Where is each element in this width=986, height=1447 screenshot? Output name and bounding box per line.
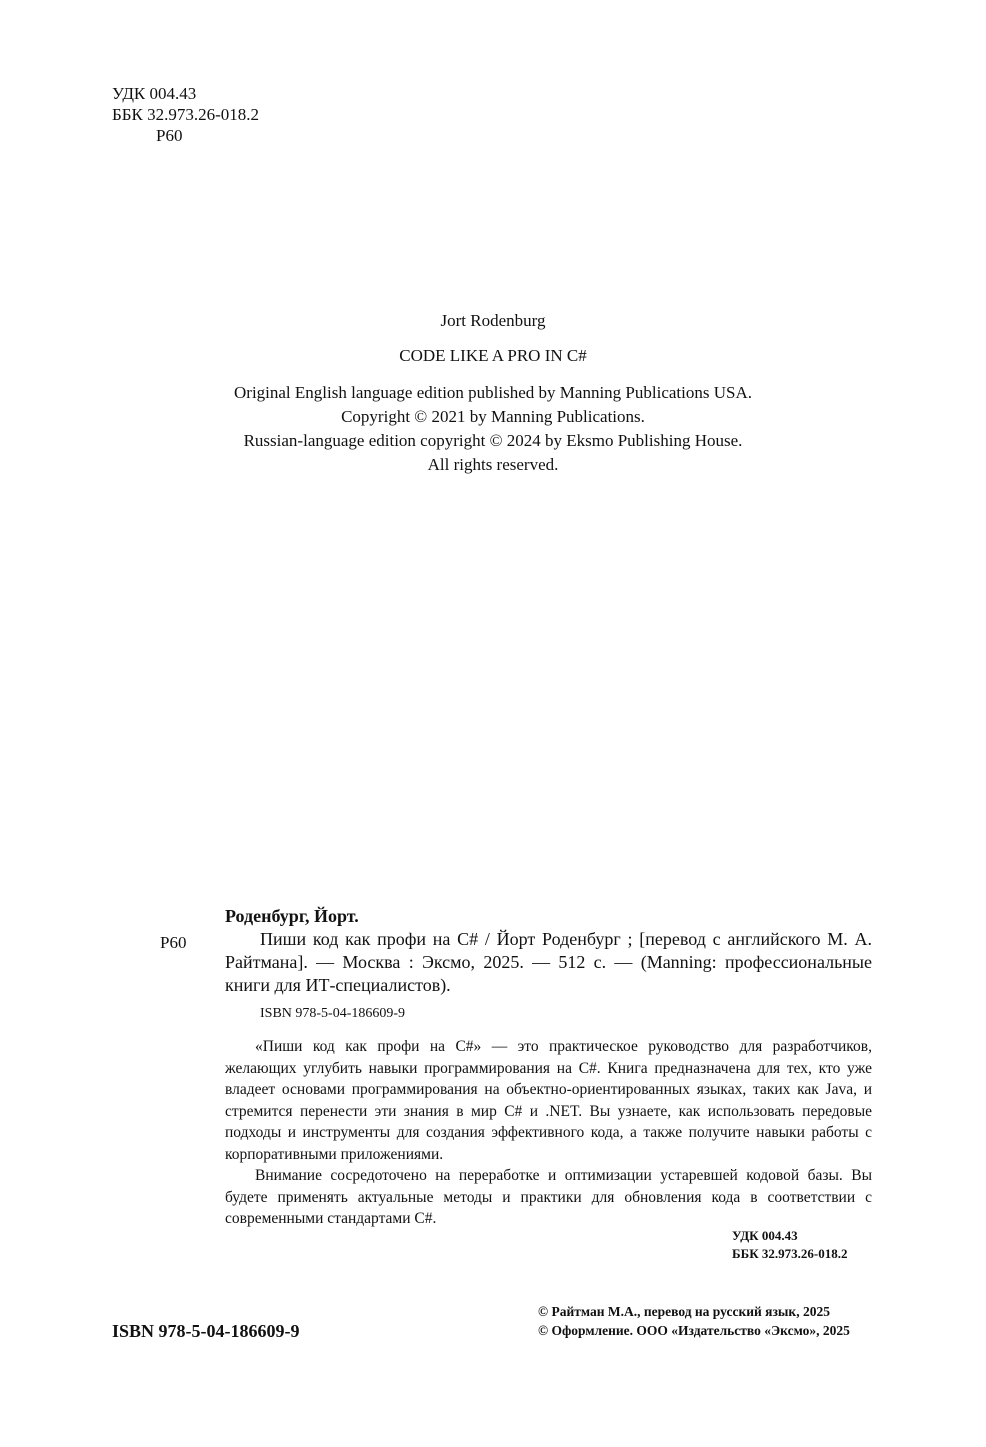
rights-line: Copyright © 2021 by Manning Publications. (341, 407, 645, 426)
catalog-isbn: ISBN 978-5-04-186609-9 (260, 1006, 406, 1021)
author-mark: Р60 (156, 126, 183, 145)
copyright-line: © Оформление. ООО «Издательство «Эксмо», 2025 (538, 1323, 850, 1338)
author-name-en: Jort Rodenburg (440, 311, 546, 330)
catalog-abstract (225, 1036, 872, 1230)
rights-line: Russian-language edition copyright © 2024 by Eksmo Publishing House. (243, 431, 743, 450)
book-title-en: CODE LIKE A PRO IN C# (399, 346, 587, 365)
catalog-bbk: ББК 32.973.26-018.2 (732, 1246, 848, 1261)
classification-block (112, 83, 259, 146)
abstract-paragraph: «Пиши код как профи на C#» — это практическое руководство для разработчиков, желающих углубить навыки программирования на C#. Книга предназначена для тех, кто уже владеет основами программирования на объектно-ориентированных языках, таких как Java, и стремится перенести эти знания в мир C# и .NET. Вы узнаете, как использовать передовые подходы и инструменты для создания эффективного кода, а также получите навыки работы с корпоративными приложениями. (225, 1038, 872, 1163)
catalog-description: Пиши код как профи на C# / Йорт Роденбург ; [перевод с английского М. А. Райтмана]. — Москва : Эксмо, 2025. — 512 с. — (Manning: профессиональные книги для ИТ-специалистов). (225, 929, 872, 995)
rights-line: Original English language edition published by Manning Publications USA. (234, 383, 752, 402)
rights-line: All rights reserved. (427, 455, 559, 474)
catalog-heading: Роденбург, Йорт. (225, 906, 359, 926)
copyright-line: © Райтман М.А., перевод на русский язык, 2025 (538, 1304, 830, 1319)
catalog-mark: Р60 (160, 933, 187, 952)
catalog-udk: УДК 004.43 (732, 1228, 798, 1243)
rights-block (0, 381, 986, 477)
bbk-code: ББК 32.973.26-018.2 (112, 105, 260, 124)
udk-code: УДК 004.43 (112, 84, 197, 103)
footer-copyrights (538, 1302, 850, 1340)
abstract-paragraph: Внимание сосредоточено на переработке и оптимизации устаревшей кодовой базы. Вы будете применять актуальные методы и практики для обновления кода в соответствии с современными стандартами C#. (225, 1167, 872, 1227)
catalog-codes (732, 1227, 847, 1263)
footer-isbn: ISBN 978-5-04-186609-9 (112, 1321, 300, 1341)
